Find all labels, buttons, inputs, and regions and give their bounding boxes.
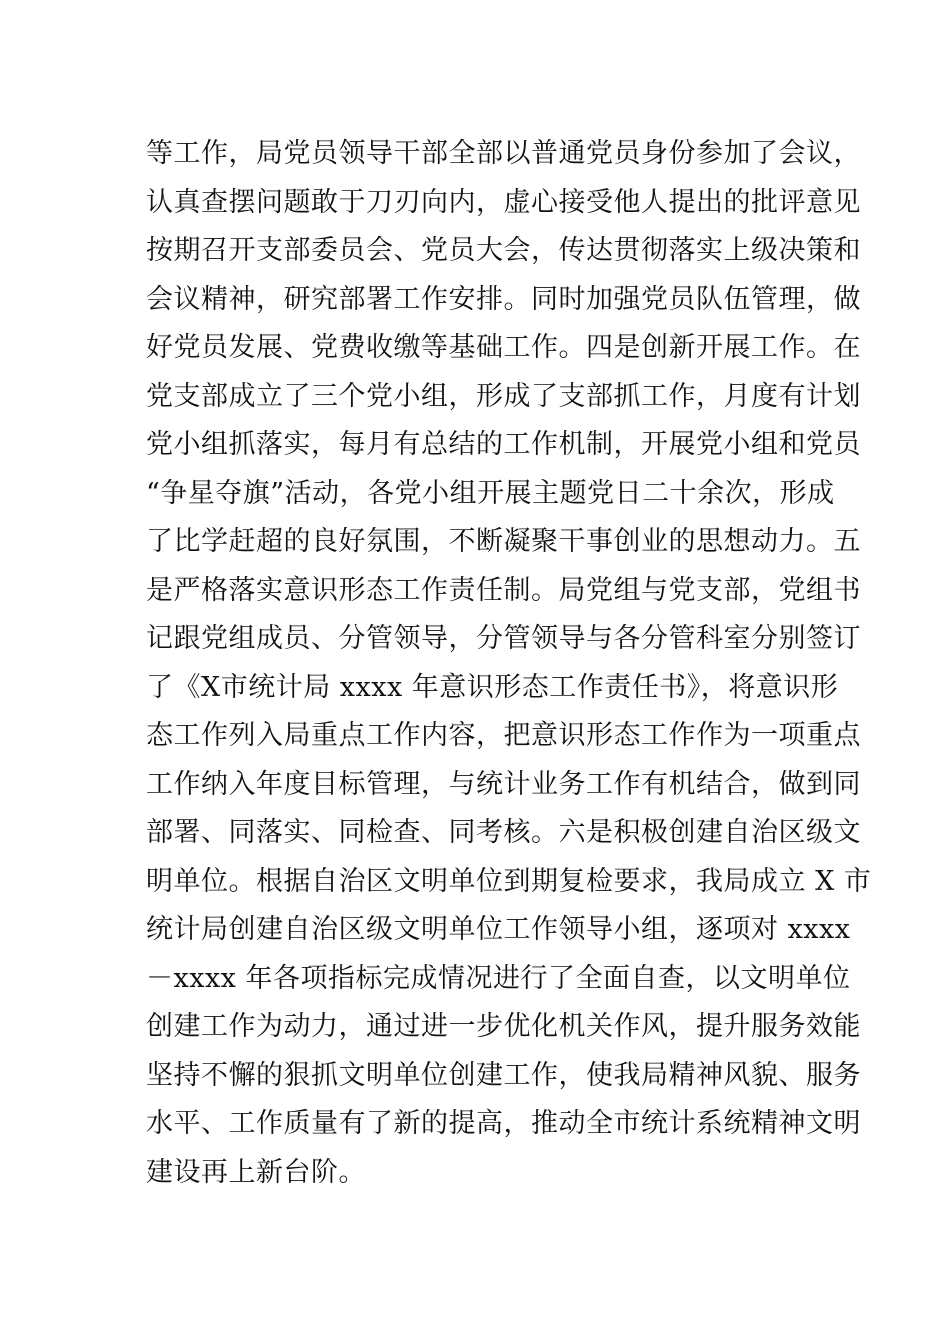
text-line: 创建工作为动力，通过进一步优化机关作风，提升服务效能 bbox=[146, 1011, 861, 1042]
text-line: 了比学赶超的良好氛围，不断凝聚干事创业的思想动力。五 bbox=[146, 526, 861, 557]
text-line: 态工作列入局重点工作内容，把意识形态工作作为一项重点 bbox=[146, 720, 861, 751]
text-line: 好党员发展、党费收缴等基础工作。四是创新开展工作。在 bbox=[146, 332, 861, 363]
text-line: 党支部成立了三个党小组，形成了支部抓工作，月度有计划 bbox=[146, 380, 861, 412]
text-line: 统计局创建自治区级文明单位工作领导小组，逐项对 xxxx bbox=[146, 914, 851, 945]
text-line: 是严格落实意识形态工作责任制。局党组与党支部，党组书 bbox=[146, 574, 861, 606]
text-line: 按期召开支部委员会、党员大会，传达贯彻落实上级决策和 bbox=[146, 235, 861, 266]
text-line: －xxxx 年各项指标完成情况进行了全面自查，以文明单位 bbox=[146, 962, 851, 994]
text-line: 建设再上新台阶。 bbox=[146, 1156, 366, 1188]
text-line: “争星夺旗”活动，各党小组开展主题党日二十余次，形成 bbox=[146, 477, 835, 509]
text-line: 了《X市统计局 xxxx 年意识形态工作责任书》，将意识形 bbox=[146, 671, 839, 703]
body-paragraph bbox=[146, 130, 872, 1197]
text-line: 党小组抓落实，每月有总结的工作机制，开展党小组和党员 bbox=[146, 429, 861, 460]
text-line: 会议精神，研究部署工作安排。同时加强党员队伍管理，做 bbox=[146, 283, 861, 315]
text-line: 认真查摆问题敢于刀刃向内，虚心接受他人提出的批评意见 bbox=[146, 186, 861, 218]
text-line: 坚持不懈的狠抓文明单位创建工作，使我局精神风貌、服务 bbox=[146, 1059, 861, 1091]
text-line: 记跟党组成员、分管领导，分管领导与各分管科室分别签订 bbox=[146, 623, 861, 654]
text-line: 工作纳入年度目标管理，与统计业务工作有机结合，做到同 bbox=[146, 768, 861, 800]
text-line: 部署、同落实、同检查、同考核。六是积极创建自治区级文 bbox=[146, 817, 861, 848]
text-line: 水平、工作质量有了新的提高，推动全市统计系统精神文明 bbox=[146, 1108, 861, 1139]
text-line: 等工作，局党员领导干部全部以普通党员身份参加了会议， bbox=[146, 138, 861, 169]
text-line: 明单位。根据自治区文明单位到期复检要求，我局成立 X 市 bbox=[146, 865, 872, 897]
